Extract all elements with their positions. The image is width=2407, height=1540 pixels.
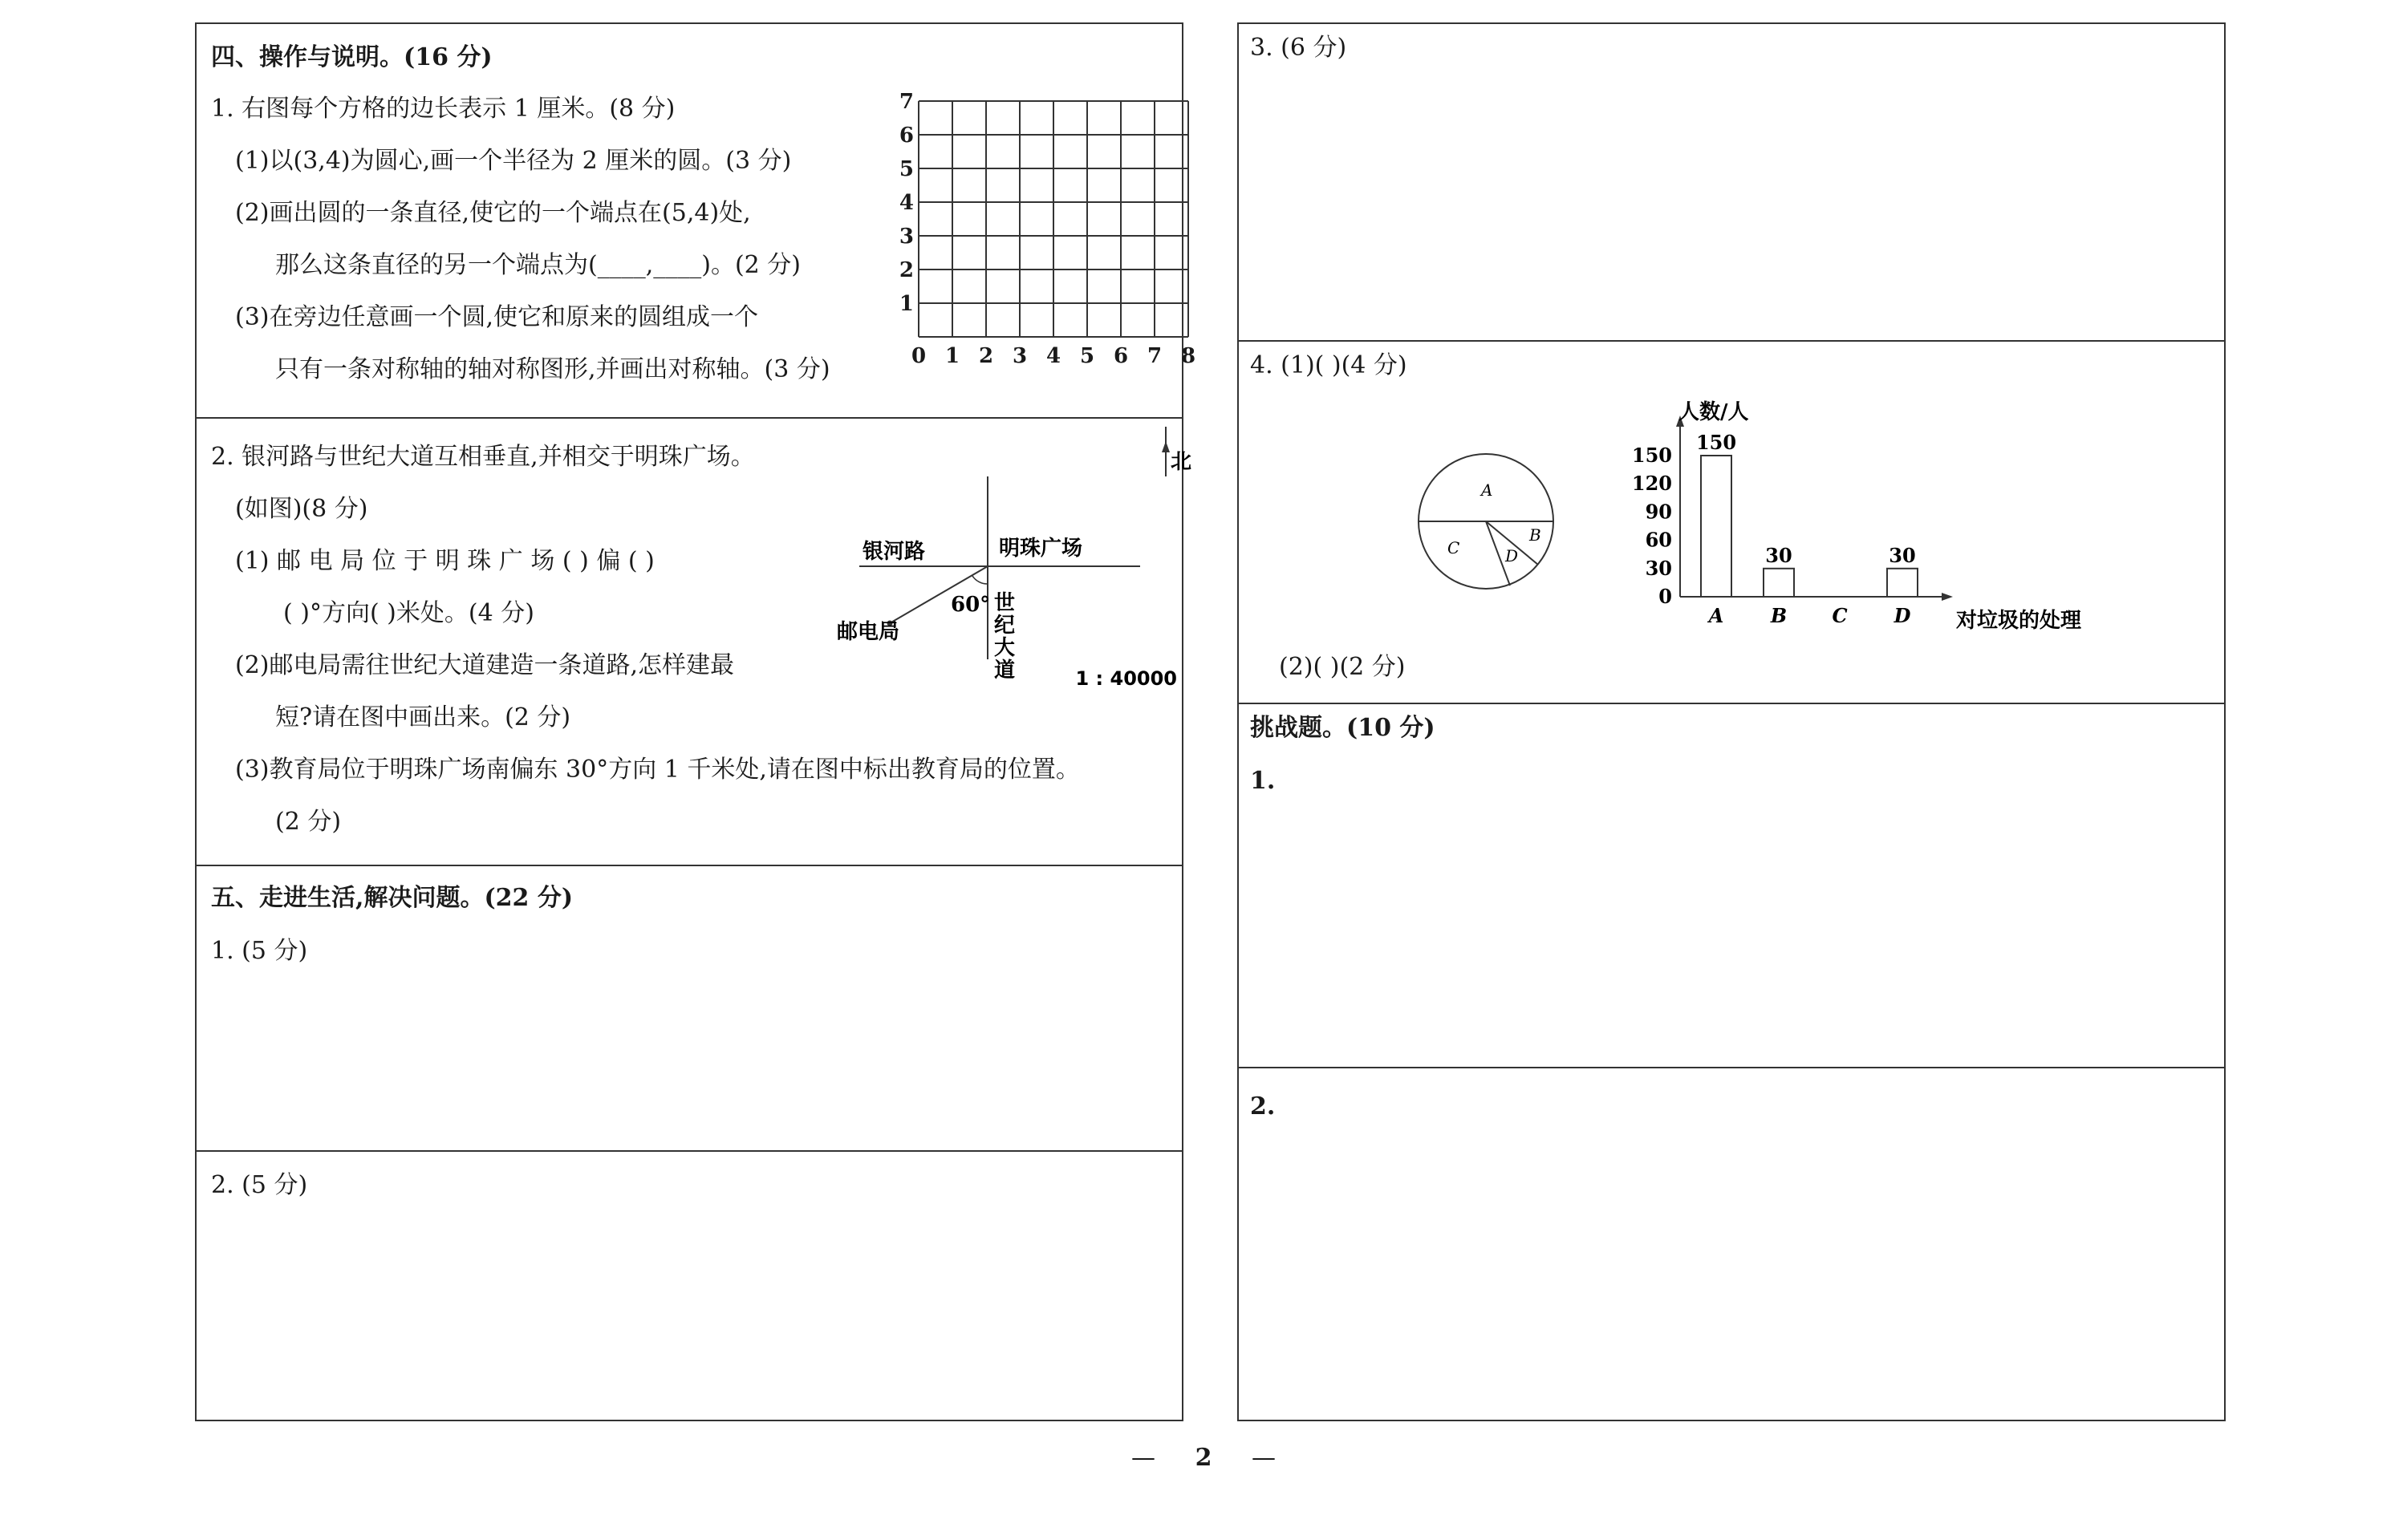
pie-label-a: A xyxy=(1481,480,1493,500)
q2-part1-line2: ( )°方向( )米处。(4 分) xyxy=(283,599,534,627)
chart-y-tick: 60 xyxy=(1645,528,1672,552)
section5-q2-label: 2. (5 分) xyxy=(211,1171,308,1199)
grid-y-tick: 4 xyxy=(899,191,914,215)
grid-x-tick: 1 xyxy=(944,344,960,368)
chart-y-tick: 0 xyxy=(1658,585,1672,608)
chart-value-label: 150 xyxy=(1695,431,1737,454)
section5-heading: 五、走进生活,解决问题。(22 分) xyxy=(211,884,574,912)
angle-label: 60° xyxy=(951,593,991,617)
footer-dash-left: — xyxy=(1131,1444,1156,1472)
chart-y-tick: 90 xyxy=(1645,500,1672,524)
post-office-label: 邮电局 xyxy=(837,620,900,644)
q2-sub: (如图)(8 分) xyxy=(235,495,368,523)
challenge-q1-section xyxy=(1239,704,2224,1068)
grid-x-tick: 6 xyxy=(1113,344,1129,368)
grid-x-tick: 3 xyxy=(1012,344,1028,368)
q4-part2: (2)( )(2 分) xyxy=(1279,653,1406,681)
page-footer xyxy=(0,1444,2407,1472)
chart-y-tick: 30 xyxy=(1645,556,1672,580)
q1-part2-line1: (2)画出圆的一条直径,使它的一个端点在(5,4)处, xyxy=(235,199,751,227)
chart-value-label: 30 xyxy=(1765,543,1792,567)
q2-title: 2. 银河路与世纪大道互相垂直,并相交于明珠广场。 xyxy=(211,443,755,471)
page-number: 2 xyxy=(1195,1444,1212,1472)
right-column xyxy=(1237,22,2226,1421)
avenue-char-3: 大 xyxy=(994,636,1016,660)
grid-x-tick: 8 xyxy=(1180,344,1196,368)
q1-part3-line1: (3)在旁边任意画一个圆,使它和原来的圆组成一个 xyxy=(235,303,759,331)
q4-section xyxy=(1239,342,2224,704)
pie-label-d: D xyxy=(1505,546,1519,565)
section5-q1-label: 1. (5 分) xyxy=(211,937,308,965)
chart-category-label: A xyxy=(1708,604,1724,627)
chart-bar xyxy=(1701,456,1731,597)
bar-chart xyxy=(1624,396,2082,645)
grid-y-tick: 5 xyxy=(899,157,914,181)
chart-x-arrow xyxy=(1942,593,1953,601)
grid-y-tick: 6 xyxy=(899,124,914,148)
challenge-q2-section xyxy=(1239,1068,2224,1420)
q2-part2-line1: (2)邮电局需往世纪大道建造一条道路,怎样建最 xyxy=(235,651,735,679)
q2-part3-line2: (2 分) xyxy=(275,808,342,836)
q1-part1: (1)以(3,4)为圆心,画一个半径为 2 厘米的圆。(3 分) xyxy=(235,147,792,175)
q3-label: 3. (6 分) xyxy=(1250,34,1347,62)
q4-part1: 4. (1)( )(4 分) xyxy=(1250,351,1407,379)
q2-part1-line1: (1) 邮 电 局 位 于 明 珠 广 场 ( ) 偏 ( ) xyxy=(235,547,655,575)
section5-q1 xyxy=(197,866,1182,1152)
grid-x-tick: 5 xyxy=(1079,344,1095,368)
q1-part2-line2: 那么这条直径的另一个端点为(____,____)。(2 分) xyxy=(275,251,801,279)
chart-value-label: 30 xyxy=(1889,543,1916,567)
chart-category-label: D xyxy=(1894,604,1911,627)
section5-q2 xyxy=(197,1152,1182,1420)
pie-label-c: C xyxy=(1447,538,1460,557)
chart-xlabel: 对垃圾的处理 xyxy=(1956,609,2082,633)
grid-x-tick: 2 xyxy=(978,344,994,368)
section4-q2 xyxy=(197,419,1192,866)
grid-x-tick: 4 xyxy=(1045,344,1061,368)
chart-y-tick: 120 xyxy=(1631,472,1672,496)
q1-part3-line2: 只有一条对称轴的轴对称图形,并画出对称轴。(3 分) xyxy=(275,355,830,383)
avenue-char-4: 道 xyxy=(994,659,1016,683)
grid-y-tick: 3 xyxy=(899,225,914,249)
plaza-label: 明珠广场 xyxy=(999,537,1083,561)
road-map xyxy=(837,427,1192,699)
footer-dash-right: — xyxy=(1251,1444,1276,1472)
chart-category-label: B xyxy=(1770,604,1788,627)
grid-x-tick: 0 xyxy=(911,344,927,368)
challenge-q1-label: 1. xyxy=(1250,767,1276,795)
q2-part3-line1: (3)教育局位于明珠广场南偏东 30°方向 1 千米处,请在图中标出教育局的位置。 xyxy=(235,756,1080,784)
q2-part2-line2: 短?请在图中画出来。(2 分) xyxy=(275,703,571,732)
challenge-heading: 挑战题。(10 分) xyxy=(1250,714,1435,742)
chart-bar xyxy=(1764,569,1794,597)
coordinate-grid xyxy=(887,72,1196,369)
grid-y-tick: 2 xyxy=(899,258,914,282)
section4-q1 xyxy=(197,24,1196,419)
pie-label-b: B xyxy=(1529,525,1541,545)
chart-y-tick: 150 xyxy=(1631,444,1672,467)
left-column xyxy=(195,22,1196,1421)
chart-bar xyxy=(1887,569,1918,597)
section4-heading: 四、操作与说明。(16 分) xyxy=(211,43,493,71)
chart-ylabel: 人数/人 xyxy=(1678,400,1749,424)
grid-y-tick: 7 xyxy=(899,90,914,114)
challenge-q2-label: 2. xyxy=(1250,1092,1276,1121)
avenue-char-2: 纪 xyxy=(994,614,1016,638)
chart-category-label: C xyxy=(1832,604,1848,627)
grid-y-tick: 1 xyxy=(899,292,914,316)
scale-label: 1 : 40000 xyxy=(1075,667,1177,690)
q3-section xyxy=(1239,24,2224,342)
road-ew-label: 银河路 xyxy=(863,540,926,564)
north-label: 北 xyxy=(1171,450,1192,474)
avenue-char-1: 世 xyxy=(994,591,1016,615)
q1-title: 1. 右图每个方格的边长表示 1 厘米。(8 分) xyxy=(211,95,676,123)
grid-x-tick: 7 xyxy=(1147,344,1163,368)
pie-chart xyxy=(1414,449,1558,594)
